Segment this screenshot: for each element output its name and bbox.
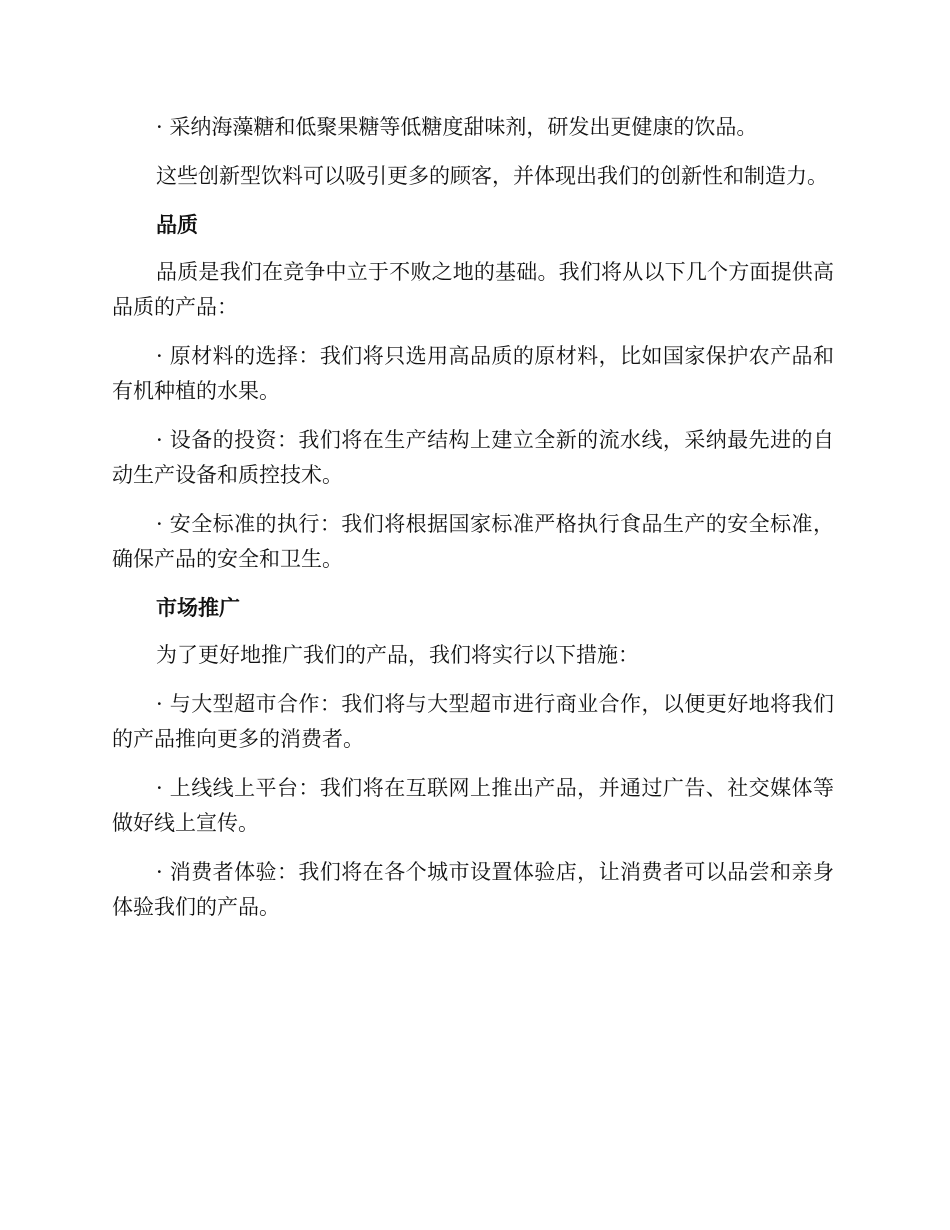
bullet-paragraph-online-platform: · 上线线上平台：我们将在互联网上推出产品，并通过广告、社交媒体等做好线上宣传。 (112, 776, 834, 835)
section-heading-marketing: 市场推广 (156, 596, 240, 620)
bullet-paragraph-safety-standards: · 安全标准的执行：我们将根据国家标准严格执行食品生产的安全标准，确保产品的安全和卫生。 (112, 512, 834, 571)
bullet-paragraph-consumer-experience: · 消费者体验：我们将在各个城市设置体验店，让消费者可以品尝和亲身体验我们的产品。 (112, 860, 834, 919)
bullet-paragraph-sweeteners: · 采纳海藻糖和低聚果糖等低糖度甜味剂，研发出更健康的饮品。 (156, 115, 758, 139)
paragraph-innovation-summary: 这些创新型饮料可以吸引更多的顾客，并体现出我们的创新性和制造力。 (156, 164, 828, 188)
section-heading-quality: 品质 (156, 213, 198, 237)
paragraph-marketing-intro: 为了更好地推广我们的产品，我们将实行以下措施： (156, 643, 639, 667)
bullet-paragraph-raw-materials: · 原材料的选择：我们将只选用高品质的原材料，比如国家保护农产品和有机种植的水果。 (112, 344, 834, 403)
bullet-paragraph-equipment: · 设备的投资：我们将在生产结构上建立全新的流水线，采纳最先进的自动生产设备和质控技术。 (112, 428, 834, 487)
paragraph-quality-intro: 品质是我们在竞争中立于不败之地的基础。我们将从以下几个方面提供高品质的产品： (112, 260, 834, 319)
bullet-paragraph-supermarkets: · 与大型超市合作：我们将与大型超市进行商业合作，以便更好地将我们的产品推向更多的消费者。 (112, 692, 834, 751)
document-body (112, 110, 834, 939)
